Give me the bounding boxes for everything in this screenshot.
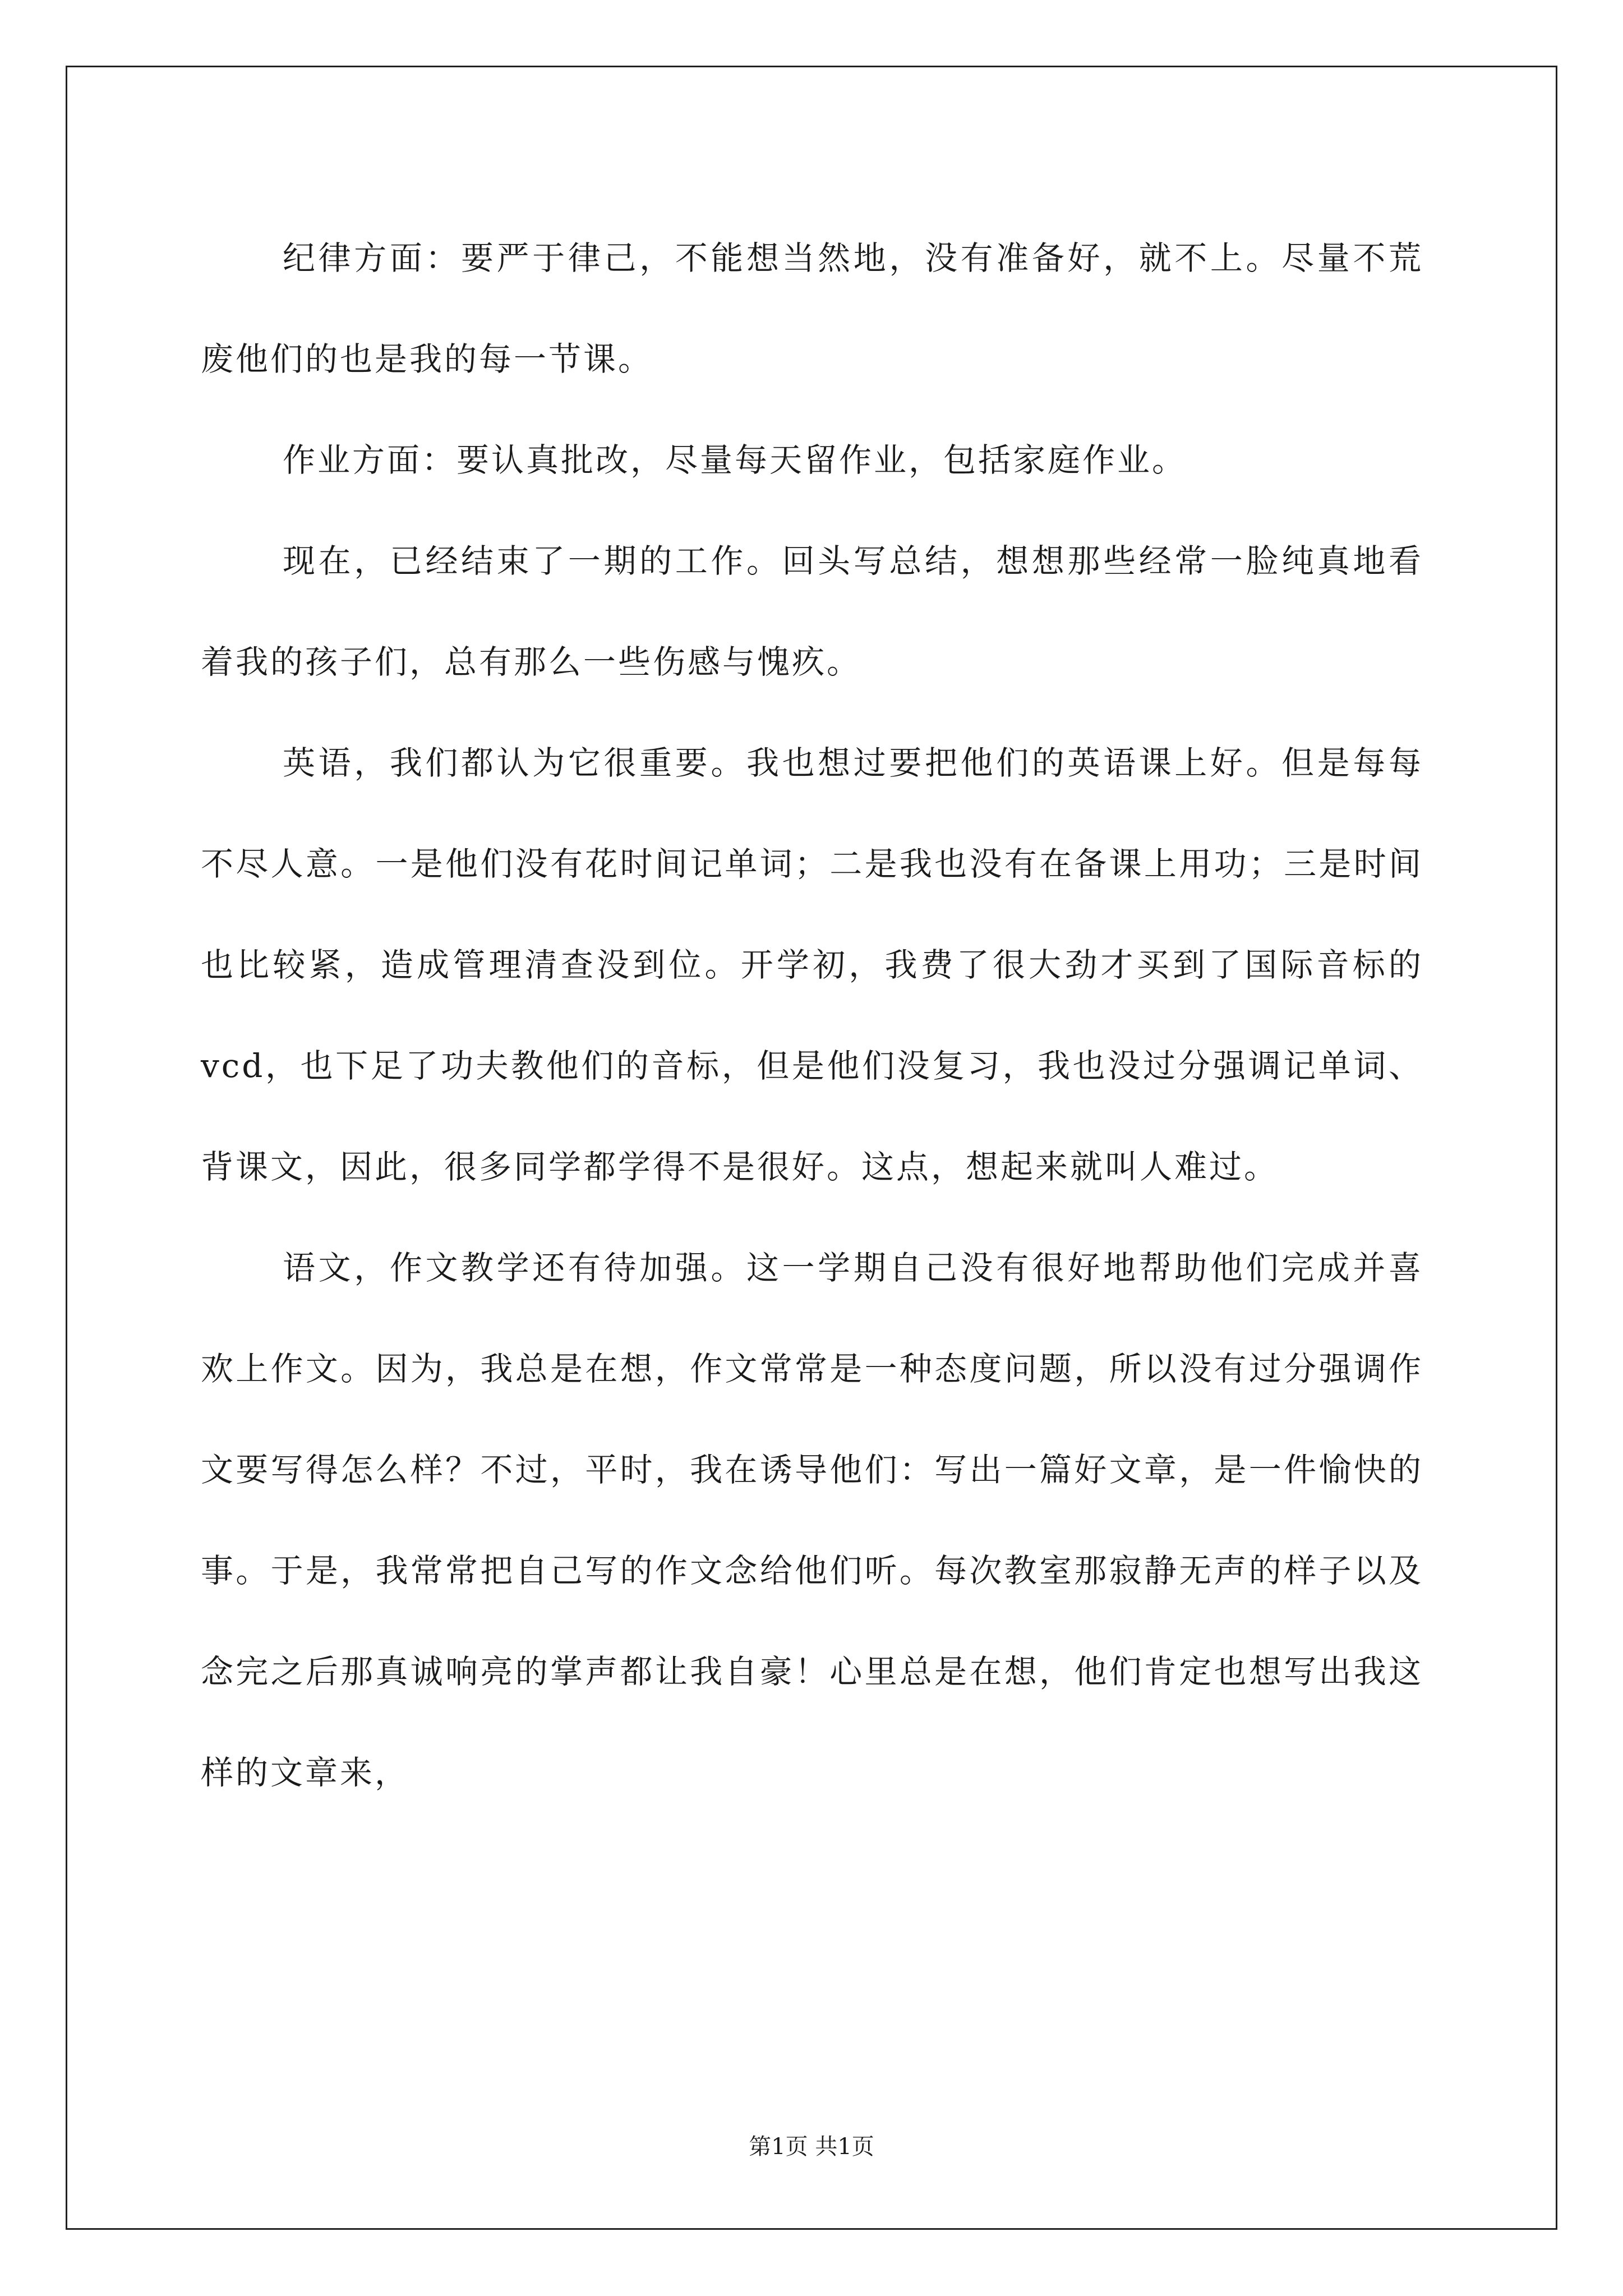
document-body (201, 208, 1423, 1823)
paragraph-reflection: 现在，已经结束了一期的工作。回头写总结，想想那些经常一脸纯真地看着我的孩子们，总有那么一些伤感与愧疚。 (201, 542, 1423, 681)
paragraph-homework: 作业方面：要认真批改，尽量每天留作业，包括家庭作业。 (283, 441, 1187, 479)
paragraph-chinese: 语文，作文教学还有待加强。这一学期自己没有很好地帮助他们完成并喜欢上作文。因为，我总是在想，作文常常是一种态度问题，所以没有过分强调作文要写得怎么样？不过，平时，我在诱导他们：写出一篇好文章，是一件愉快的事。于是，我常常把自己写的作文念给他们听。每次教室那寂静无声的样子以及念完之后那真诚响亮的掌声都让我自豪！心里总是在想，他们肯定也想写出我这样的文章来， (201, 1249, 1423, 1792)
paragraph-discipline: 纪律方面：要严于律己，不能想当然地，没有准备好，就不上。尽量不荒废他们的也是我的每一节课。 (201, 239, 1423, 378)
page-number-footer: 第1页 共1页 (749, 2134, 874, 2160)
paragraph-english: 英语，我们都认为它很重要。我也想过要把他们的英语课上好。但是每每不尽人意。一是他们没有花时间记单词；二是我也没有在备课上用功；三是时间也比较紧，造成管理清查没到位。开学初，我费了很大劲才买到了国际音标的vcd，也下足了功夫教他们的音标，但是他们没复习，我也没过分强调记单词、背课文，因此，很多同学都学得不是很好。这点，想起来就叫人难过。 (201, 744, 1423, 1186)
